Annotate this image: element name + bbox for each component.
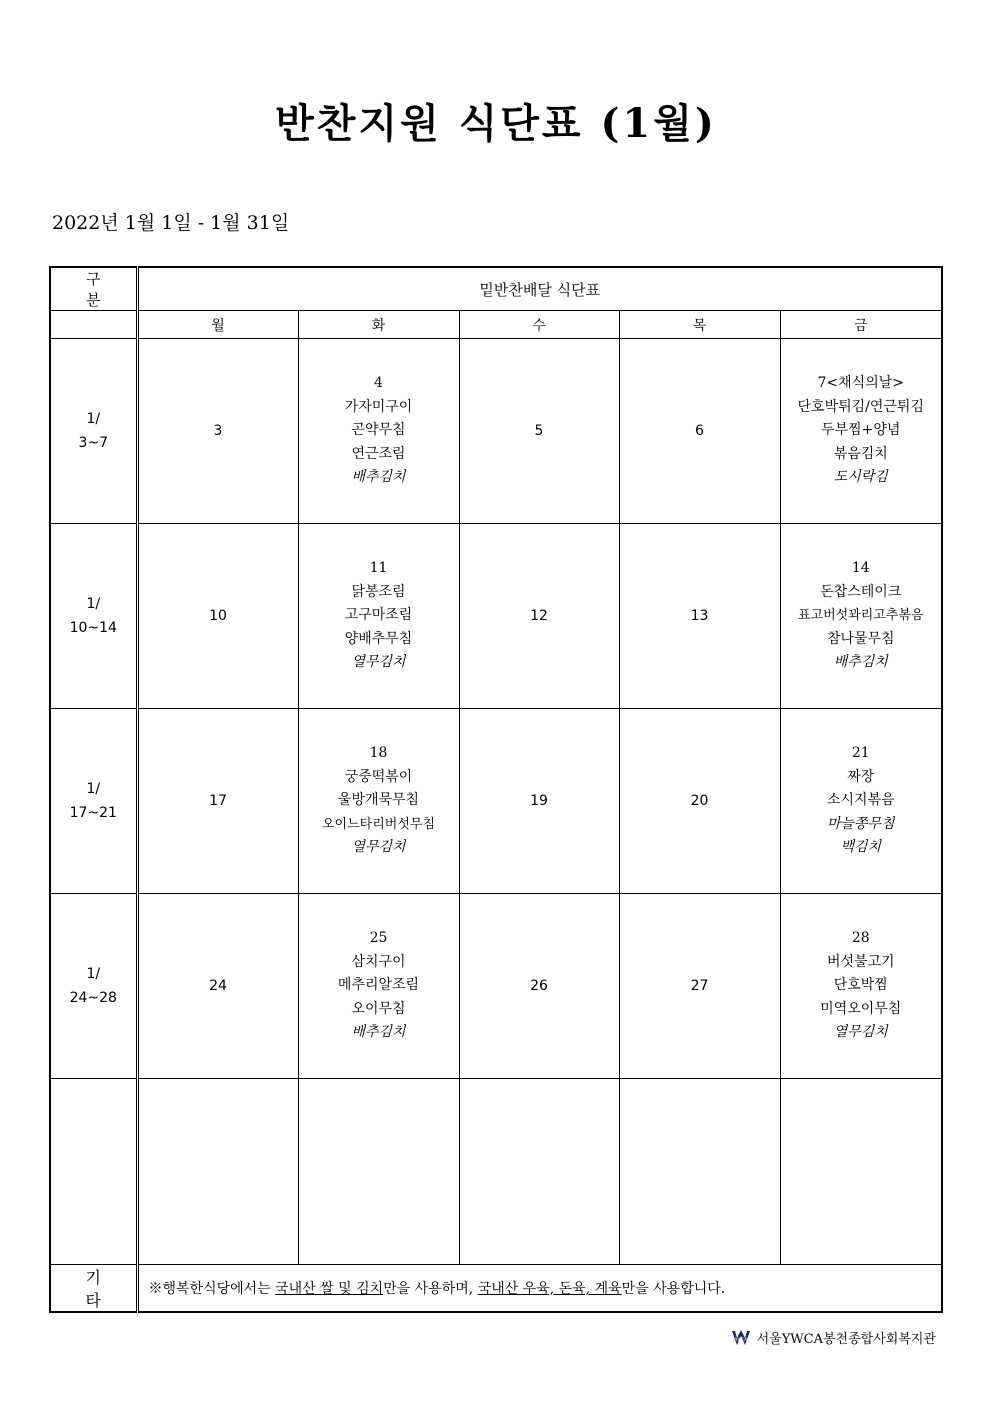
wed-date: 12 — [459, 524, 619, 709]
menu-date: 21 — [851, 745, 870, 762]
week-label-range: 3~7 — [78, 435, 109, 451]
menu-item: 볶음김치 — [833, 445, 888, 462]
note-part: ※행복한식당에서는 — [148, 1281, 276, 1297]
fri-menu-cell — [780, 339, 942, 524]
weekday-blank-cell — [50, 311, 137, 339]
category-header: 구 분 — [50, 267, 137, 311]
menu-item: 연근조림 — [351, 445, 406, 462]
thu-date: 6 — [619, 339, 780, 524]
menu-kimchi: 백김치 — [840, 839, 882, 856]
menu-item: 메추리알조림 — [337, 977, 420, 994]
menu-list — [781, 742, 942, 860]
week-label-range: 17~21 — [69, 805, 117, 821]
menu-date: 28 — [851, 930, 870, 947]
menu-item: 버섯불고기 — [826, 953, 895, 970]
menu-item: 닭봉조림 — [351, 583, 406, 600]
menu-item: 오이무침 — [351, 1000, 406, 1017]
empty-cell — [459, 1079, 619, 1265]
menu-item: 참나물무침 — [826, 630, 895, 647]
menu-date: 4 — [374, 375, 383, 392]
menu-date: 14 — [851, 560, 870, 577]
menu-item: 단호박튀김/연근튀김 — [797, 398, 924, 415]
menu-list — [781, 927, 942, 1045]
tue-menu-cell — [298, 709, 459, 894]
note-part: 만을 사용하며, — [383, 1281, 478, 1297]
organization-footer — [731, 1328, 936, 1347]
menu-kimchi: 배추김치 — [351, 469, 406, 486]
fri-menu-cell — [780, 524, 942, 709]
menu-kimchi: 도시락김 — [833, 469, 888, 486]
week-label-range: 24~28 — [69, 990, 117, 1006]
weekday-row — [50, 311, 942, 339]
notes-text — [137, 1265, 942, 1313]
wed-date: 26 — [459, 894, 619, 1079]
wed-date: 19 — [459, 709, 619, 894]
fri-menu-cell — [780, 894, 942, 1079]
menu-date: 7<채식의날> — [817, 375, 904, 392]
menu-kimchi: 열무김치 — [351, 654, 406, 671]
wed-date: 5 — [459, 339, 619, 524]
menu-kimchi: 배추김치 — [833, 654, 888, 671]
menu-item: 가자미구이 — [344, 398, 413, 415]
thu-date: 27 — [619, 894, 780, 1079]
menu-item: 돈찹스테이크 — [820, 583, 902, 600]
organization-name: 서울YWCA봉천종합사회복지관 — [756, 1332, 936, 1347]
menu-item: 울방개묵무침 — [337, 792, 420, 809]
menu-list — [299, 557, 459, 675]
menu-item: 짜장 — [847, 768, 875, 785]
week-label — [50, 339, 137, 524]
menu-item: 단호박찜 — [833, 977, 888, 994]
mon-date: 3 — [137, 339, 298, 524]
weekday-fri: 금 — [780, 311, 942, 339]
tue-menu-cell — [298, 894, 459, 1079]
thu-date: 20 — [619, 709, 780, 894]
empty-cell — [50, 1079, 137, 1265]
empty-cell — [619, 1079, 780, 1265]
menu-kimchi: 열무김치 — [833, 1024, 888, 1041]
empty-row — [50, 1079, 942, 1265]
week-label-month: 1/ — [86, 411, 101, 427]
mon-date: 24 — [137, 894, 298, 1079]
week-label-month: 1/ — [86, 596, 101, 612]
date-range: 2022년 1월 1일 - 1월 31일 — [52, 212, 290, 234]
week-label — [50, 709, 137, 894]
week-label-range: 10~14 — [69, 620, 117, 636]
menu-item: 곤약무침 — [351, 422, 406, 439]
menu-item: 미역오이무침 — [820, 1000, 902, 1017]
fri-menu-cell — [780, 709, 942, 894]
mon-date: 17 — [137, 709, 298, 894]
week-label-month: 1/ — [86, 966, 101, 982]
notes-label: 기 타 — [50, 1265, 137, 1313]
note-underlined: 국내산 우육, 돈육, 계육 — [477, 1281, 622, 1297]
menu-list — [299, 927, 459, 1045]
menu-item: 양배추무침 — [344, 630, 413, 647]
empty-cell — [137, 1079, 298, 1265]
weekday-thu: 목 — [619, 311, 780, 339]
ywca-logo-icon — [731, 1329, 751, 1347]
menu-list — [781, 372, 942, 490]
menu-item: 표고버섯꽈리고추볶음 — [797, 608, 924, 624]
week-label — [50, 524, 137, 709]
menu-kimchi: 배추김치 — [351, 1024, 406, 1041]
page-title: 반찬지원 식단표 (1월) — [275, 100, 717, 147]
menu-kimchi: 열무김치 — [351, 839, 406, 856]
menu-item: 삼치구이 — [351, 953, 406, 970]
menu-list — [781, 557, 942, 675]
empty-cell — [780, 1079, 942, 1265]
menu-list — [299, 372, 459, 490]
weekday-wed: 수 — [459, 311, 619, 339]
note-underlined: 국내산 쌀 및 김치 — [275, 1281, 384, 1297]
menu-date: 18 — [369, 745, 388, 762]
week-label — [50, 894, 137, 1079]
week-row — [50, 339, 942, 524]
svg-text:YWCA: YWCA — [734, 1336, 747, 1342]
note-part: 만을 사용합니다. — [621, 1281, 726, 1297]
menu-item: 고구마조림 — [344, 607, 413, 624]
menu-item: 마늘쫑무침 — [826, 815, 895, 832]
tue-menu-cell — [298, 339, 459, 524]
week-row — [50, 524, 942, 709]
header-row — [50, 267, 942, 311]
menu-item: 오이느타리버섯무침 — [321, 816, 436, 832]
notes-row — [50, 1265, 942, 1313]
mon-date: 10 — [137, 524, 298, 709]
tue-menu-cell — [298, 524, 459, 709]
empty-cell — [298, 1079, 459, 1265]
thu-date: 13 — [619, 524, 780, 709]
menu-item: 궁중떡볶이 — [344, 768, 413, 785]
menu-date: 11 — [369, 560, 388, 577]
table-heading: 밑반찬배달 식단표 — [137, 267, 942, 311]
week-row — [50, 709, 942, 894]
menu-item: 소시지볶음 — [826, 792, 895, 809]
menu-item: 두부찜+양념 — [821, 422, 901, 439]
weekday-mon: 월 — [137, 311, 298, 339]
week-label-month: 1/ — [86, 781, 101, 797]
week-row — [50, 894, 942, 1079]
weekday-tue: 화 — [298, 311, 459, 339]
menu-date: 25 — [369, 930, 388, 947]
menu-table — [49, 266, 943, 1313]
menu-list — [299, 742, 459, 860]
